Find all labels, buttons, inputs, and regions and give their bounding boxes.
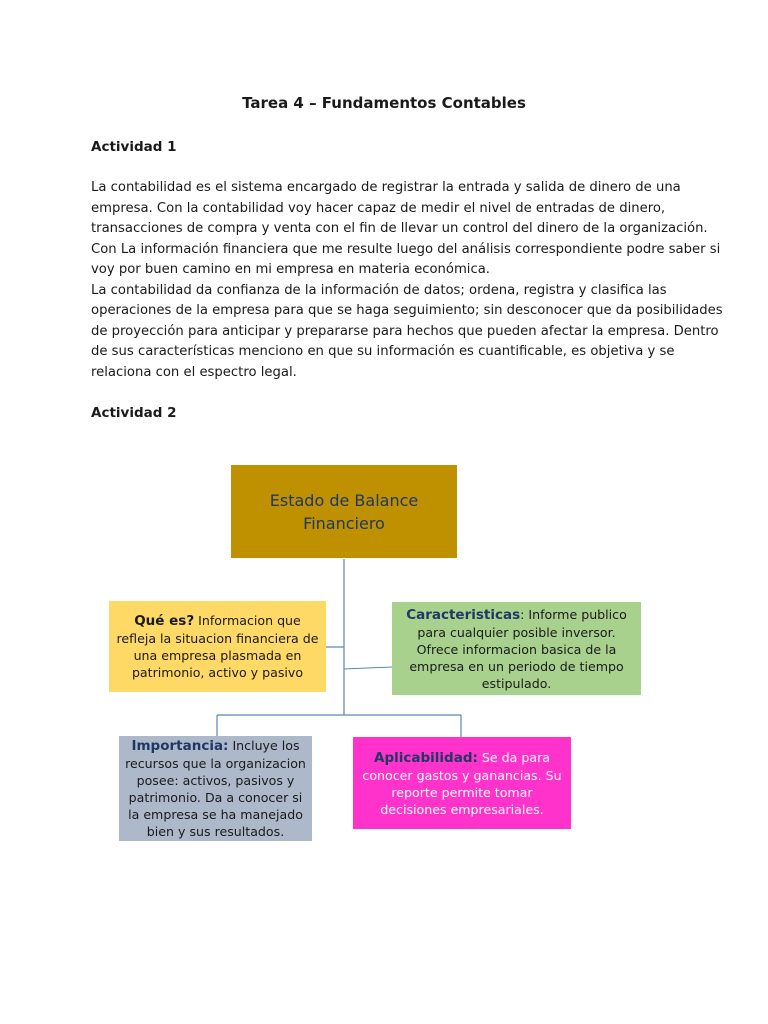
- paragraph-line: empresa. Con la contabilidad voy hacer capaz de medir el nivel de entradas de dinero,: [91, 200, 666, 216]
- activity-2-heading: Actividad 2: [91, 405, 177, 421]
- paragraph-line: La contabilidad es el sistema encargado de registrar la entrada y salida de dinero de una: [91, 180, 681, 195]
- connector-caracteristicas: [344, 667, 392, 669]
- main-node-estado-balance: [231, 465, 457, 558]
- node-aplicabilidad-label: Aplicabilidad:: [374, 749, 478, 766]
- node-aplicabilidad: [353, 737, 571, 829]
- main-node-line-2: Financiero: [303, 513, 385, 533]
- node-caracteristicas-text: : Informe publico para cualquier posible inversor. Ofrece informacion basica de la empresa en un periodo de tiempo estipulado.: [409, 606, 627, 691]
- node-aplicabilidad-text: Se da para conocer gastos y ganancias. Su reporte permite tomar decisiones empresariales.: [362, 749, 562, 817]
- paragraph-line: Con La información financiera que me resulte luego del análisis correspondiente podre saber si: [91, 241, 721, 257]
- main-node-line-1: Estado de Balance: [269, 490, 419, 510]
- activity-1-heading: Actividad 1: [91, 139, 177, 155]
- node-caracteristicas: [392, 602, 641, 695]
- node-importancia: [119, 736, 312, 841]
- node-que-es-label: Qué es?: [134, 613, 195, 629]
- paragraph-line: relaciona con el espectro legal.: [91, 364, 297, 380]
- paragraph-line: operaciones de la empresa para que se haga seguimiento; sin desconocer que da posibilidades: [91, 303, 723, 318]
- paragraph-line: de sus características menciono en que su información es cuantificable, es objetiva y se: [91, 344, 675, 359]
- node-importancia-label: Importancia:: [131, 738, 229, 754]
- paragraph-line: voy por buen camino en mi empresa en materia económica.: [91, 262, 490, 277]
- node-que-es: [109, 601, 326, 692]
- paragraph-line: de proyección para anticipar y prepararse para hechos que pueden afectar la empresa. Dentro: [91, 323, 719, 339]
- paragraph-line: transacciones de compra y venta con el fin de llevar un control del dinero de la organización.: [91, 221, 708, 236]
- node-caracteristicas-label: Caracteristicas: [406, 606, 521, 623]
- page-title: Tarea 4 – Fundamentos Contables: [242, 94, 526, 112]
- paragraph-line: La contabilidad da confianza de la información de datos; ordena, registra y clasifica las: [91, 282, 667, 298]
- node-que-es-text: Informacion que refleja la situacion financiera de una empresa plasmada en patrimonio, activo y pasivo: [116, 613, 319, 680]
- node-importancia-text: Incluye los recursos que la organizacion posee: activos, pasivos y patrimonio. Da a conocer si la empresa se ha manejado bien y sus resultados.: [125, 738, 306, 839]
